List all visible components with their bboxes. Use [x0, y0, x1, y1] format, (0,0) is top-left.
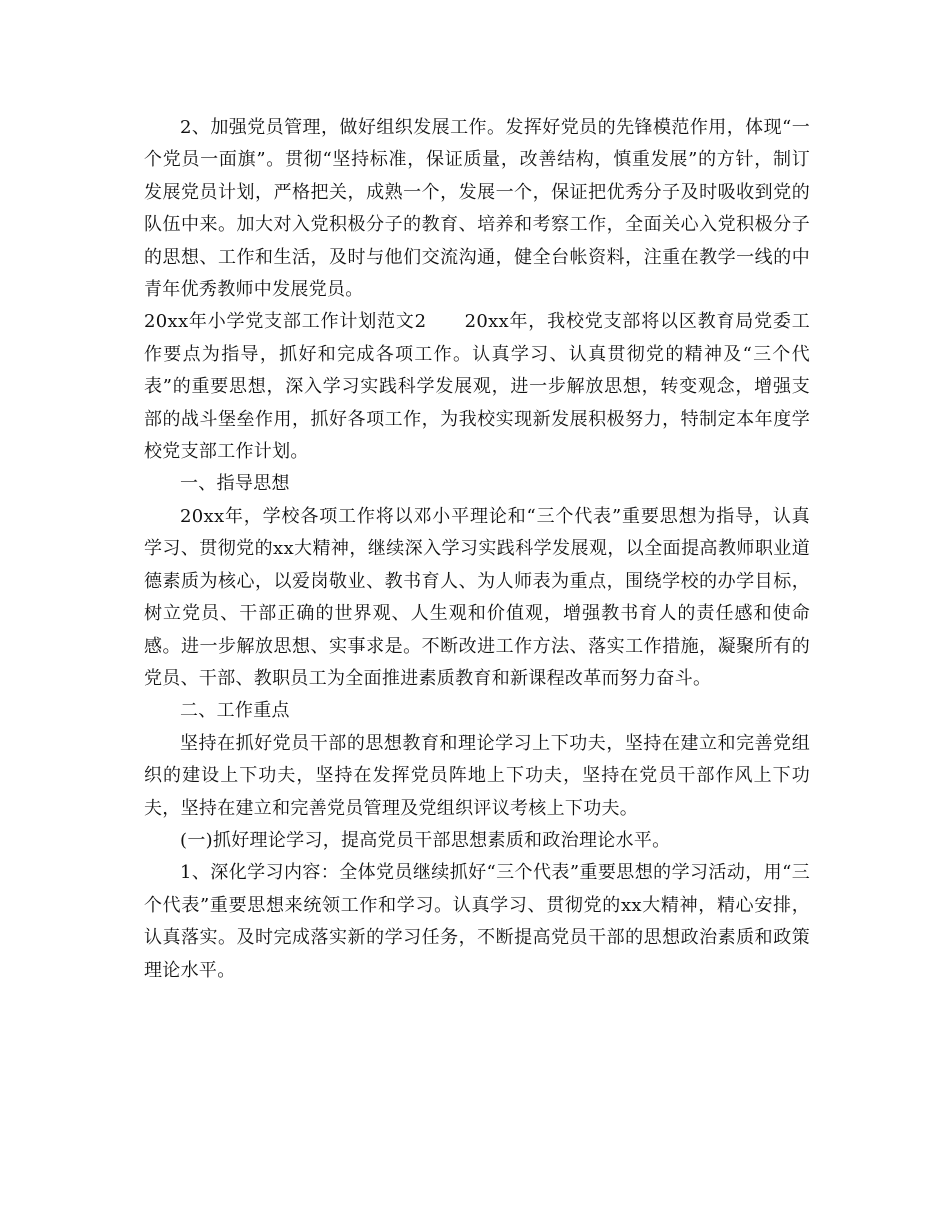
section-heading-guiding-ideology: 一、指导思想: [180, 473, 290, 495]
paragraph-work-focus: 坚持在抓好党员干部的思想教育和理论学习上下功夫，坚持在建立和完善党组织的建设上下功夫，坚持在发挥党员阵地上下功夫，坚持在党员干部作风上下功夫，坚持在建立和完善党员管理及党组织评议考核上下功夫。: [144, 732, 810, 819]
paragraph-plan-title-and-intro: 20xx年小学党支部工作计划范文2 20xx年，我校党支部将以区教育局党委工作要点为指导，抓好和完成各项工作。认真学习、认真贯彻党的精神及“三个代表”的重要思想，深入学习实践科学发展观，进一步解放思想，转变观念，增强支部的战斗堡垒作用，抓好各项工作，为我校实现新发展积极努力，特制定本年度学校党支部工作计划。: [144, 311, 810, 463]
paragraph-deepen-study-content: 1、深化学习内容：全体党员继续抓好“三个代表”重要思想的学习活动，用“三个代表”重要思想来统领工作和学习。认真学习、贯彻党的xx大精神，精心安排，认真落实。及时完成落实新的学习任务，不断提高党员干部的思想政治素质和政策理论水平。: [144, 862, 810, 981]
subsection-heading-theory-study: (一)抓好理论学习，提高党员干部思想素质和政治理论水平。: [180, 829, 671, 851]
paragraph-party-member-management: 2、加强党员管理，做好组织发展工作。发挥好党员的先锋模范作用，体现“一个党员一面旗”。贯彻“坚持标准，保证质量，改善结构，慎重发展”的方针，制订发展党员计划，严格把关，成熟一个，发展一个，保证把优秀分子及时吸收到党的队伍中来。加大对入党积极分子的教育、培养和考察工作，全面关心入党积极分子的思想、工作和生活，及时与他们交流沟通，健全台帐资料，注重在教学一线的中青年优秀教师中发展党员。: [144, 117, 810, 301]
document-body: [144, 112, 810, 987]
paragraph-guiding-ideology: 20xx年，学校各项工作将以邓小平理论和“三个代表”重要思想为指导，认真学习、贯彻党的xx大精神，继续深入学习实践科学发展观，以全面提高教师职业道德素质为核心，以爱岗敬业、教书育人、为人师表为重点，围绕学校的办学目标，树立党员、干部正确的世界观、人生观和价值观，增强教书育人的责任感和使命感。进一步解放思想、实事求是。不断改进工作方法、落实工作措施，凝聚所有的党员、干部、教职员工为全面推进素质教育和新课程改革而努力奋斗。: [144, 505, 810, 689]
section-heading-work-focus: 二、工作重点: [180, 700, 290, 722]
